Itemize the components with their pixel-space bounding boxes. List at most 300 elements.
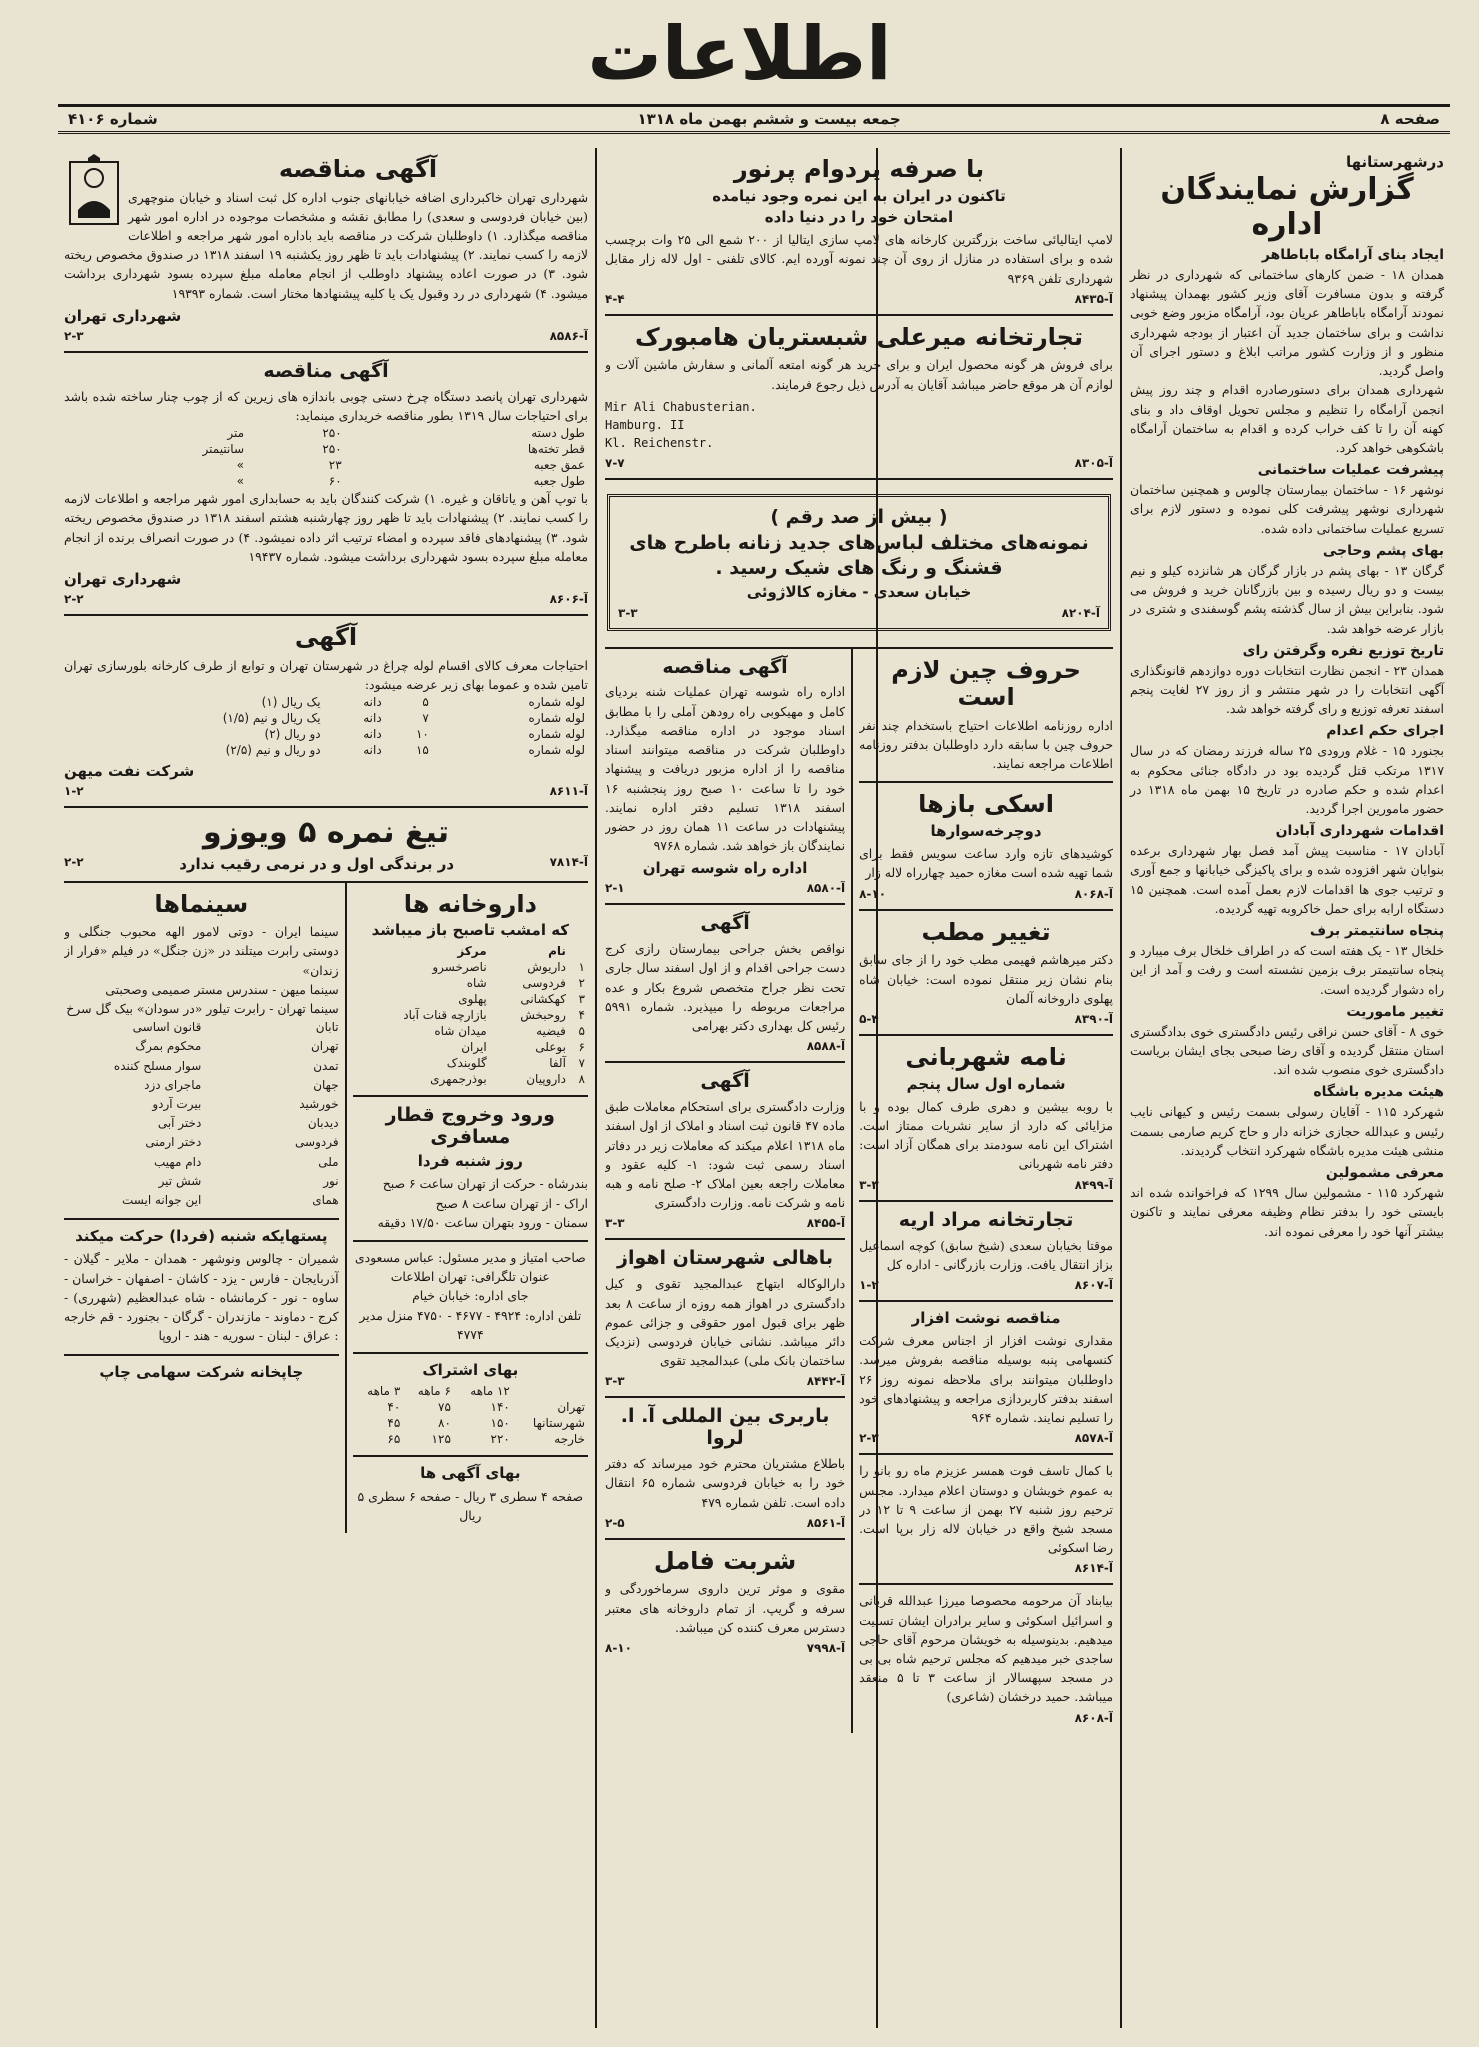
- ad-municipal-tender: [64, 148, 588, 353]
- ad-hospital: [605, 905, 845, 1063]
- ad-ref: [605, 1039, 845, 1053]
- ad-subtitle: تاکنون در ایران به این نمره وجود نیامده: [712, 186, 1006, 205]
- cell: ۴: [578, 1008, 585, 1023]
- ad-num: ۱-۲: [64, 784, 84, 799]
- table-row: [353, 1039, 588, 1055]
- ad-title: تیغ نمره ۵ ویوزو: [202, 815, 450, 851]
- ad-ref: [605, 1374, 845, 1388]
- cinema-name: همای: [312, 1192, 339, 1207]
- spec-value: ۲۵۰: [322, 442, 342, 457]
- cinema-name: تمدن: [313, 1058, 339, 1073]
- cell: دانه: [363, 727, 382, 742]
- cell: بوذرجمهری: [430, 1072, 487, 1087]
- masthead-title: اطلاعات: [587, 11, 892, 97]
- table-row: [353, 975, 588, 991]
- cell: خارجه: [554, 1432, 585, 1447]
- cell: روحبخش: [520, 1008, 566, 1023]
- printer-name: چاپخانه شرکت سهامی چاپ: [99, 1362, 304, 1381]
- spec-value: ۲۵۰: [322, 426, 342, 441]
- ad-ref: [605, 292, 1113, 306]
- ad-rates: [353, 1457, 588, 1533]
- ad-body: با کمال تاسف فوت همسر عزیزم ماه رو بانو را به عموم خویشان و دوستان اعلام میدارد. مجلس ترحیم روز شنبه ۲۷ بهمن از ساعت ۹ تا ۱۲ در مسجد شیخ واقع در خیابان لاله زار برپا است. رضا اسکوئی: [859, 1463, 1113, 1556]
- section-title: ورود وخروج قطار مسافری: [385, 1104, 555, 1149]
- cell: دو ریال و نیم (۲/۵): [225, 743, 321, 758]
- section-title: پستهایکه شنبه (فردا) حرکت میکند: [75, 1227, 328, 1246]
- ad-intro: احتیاجات معرف کالای اقسام لوله چراغ در شهرستان تهران و توابع از طرف کارخانه بلورسازی تهران تامین شده و عموما بهای زیر عرضه میشود:: [64, 657, 588, 692]
- ad-code: آ-۸۵۸۸: [806, 1039, 846, 1054]
- reports-title: گزارش نمایندگان اداره: [1160, 172, 1414, 242]
- cell: ۶: [578, 1040, 585, 1055]
- report-heading: پنجاه سانتیمتر برف: [1309, 923, 1444, 940]
- cell: داروپیان: [526, 1072, 566, 1087]
- ad-ref: [605, 1516, 845, 1530]
- spec-unit: »: [236, 458, 245, 473]
- cinema-name: تهران: [310, 1039, 339, 1054]
- ad-num: ۲-۳: [64, 328, 84, 343]
- ad-ref: [64, 592, 588, 606]
- film-title: ماجرای دزد: [144, 1077, 202, 1092]
- film-title: قانون اساسی: [132, 1020, 202, 1035]
- table-row: [64, 457, 588, 473]
- rates-text: صفحه ۴ سطری ۳ ریال - صفحه ۶ سطری ۵ ریال: [357, 1488, 584, 1523]
- cell: فردوسی: [522, 976, 566, 991]
- ad-title: حروف چین لازم است: [891, 655, 1081, 712]
- ad-condolence: [859, 1455, 1113, 1585]
- cell: شاه: [466, 976, 487, 991]
- section-label: درشهرستانها: [1346, 153, 1444, 171]
- ad-title: تجارتخانه مراد اریه: [898, 1208, 1074, 1231]
- report-text: همدان ۲۳ - انجمن نظارت انتخابات دوره دوازدهم قانونگذاری آگهی انتخابات را در شهر منتشر و از روز ۲۷ لغایت پنجم اسفند تعرفه توزیع و رای گرفته خواهد شد.: [1130, 662, 1445, 717]
- film-title: این جوانه ایست: [121, 1192, 202, 1207]
- ad-lamp: [605, 148, 1113, 316]
- report-heading: پیشرفت عملیات ساختمانی: [1257, 462, 1444, 479]
- cinema-name: جهان: [313, 1077, 339, 1092]
- address-line: Mir Ali Chabusterian.: [605, 399, 757, 414]
- ad-code: آ-۸۶۱۴: [1074, 1561, 1113, 1576]
- film-title: محکوم بمرگ: [135, 1039, 202, 1054]
- listings-right: [345, 883, 588, 1533]
- cell: ۴۵: [387, 1416, 401, 1431]
- price-table: [64, 694, 588, 758]
- ad-ref: [859, 1178, 1113, 1192]
- cell: ۱۵: [415, 743, 429, 758]
- table-row: [64, 441, 588, 457]
- ad-title: تغییر مطب: [921, 917, 1051, 946]
- ad-title: آگهی: [700, 1070, 750, 1093]
- cell: میدان شاه: [434, 1024, 487, 1039]
- cell: بازارچه قنات آباد: [403, 1008, 487, 1023]
- table-row: [353, 1399, 588, 1415]
- ad-trading-house: [605, 316, 1113, 480]
- report-text: شهرکرد ۱۱۵ - آقایان رسولی بسمت رئیس و کیهانی نایب رئیس و عبدالله حجازی خزانه دار و حاج کریم صارمی بسمت منشی هیئت مدیره باشگاه شهرکرد انتخاب گردیدند.: [1130, 1104, 1444, 1158]
- cell: ۷۵: [438, 1400, 451, 1415]
- cell: تهران: [557, 1400, 585, 1415]
- column-ads-center: [599, 148, 1119, 2028]
- ad-body: اداره روزنامه اطلاعات احتیاج باستخدام چند نفر حروف چین با سابقه دارد داوطلبان بدفتر روزنامه اطلاعات مراجعه نمایند.: [859, 717, 1113, 772]
- ad-handcart-tender: [64, 353, 588, 616]
- table-row: [353, 1023, 588, 1039]
- table-row: [353, 1055, 588, 1071]
- spec-unit: سانتیمتر: [202, 442, 245, 457]
- ad-num: ۷-۷: [605, 455, 625, 470]
- column-header: [513, 1383, 588, 1399]
- report-text: گرگان ۱۳ - بهای پشم در بازار گرگان هر شانزده کیلو و نیم بیست و دو ریال رسیده و بین بازرگانان خرید و فروش می شود. بنابراین بیش از سال گذشته پشم گوسفندی و شتری در بازار عرضه خواهد شد.: [1130, 562, 1445, 636]
- cinema-name: نور: [323, 1173, 339, 1188]
- ad-title: باهالی شهرستان اهواز: [617, 1247, 834, 1270]
- table-row: [64, 473, 588, 489]
- cell: ۳: [578, 992, 585, 1007]
- film-title: بیرت آردو: [152, 1097, 202, 1112]
- ad-code: آ-۸۰۶۸: [1074, 886, 1113, 901]
- ad-num: ۳-۳: [859, 1177, 879, 1192]
- ad-razor: [64, 808, 588, 883]
- column-regional-reports: [1124, 148, 1450, 2028]
- ad-num: ۸-۱۰: [859, 886, 887, 901]
- ad-num: ۲-۲: [64, 854, 84, 869]
- column-header: ۶ ماهه: [417, 1384, 451, 1399]
- section-title: داروخانه ها: [403, 889, 537, 918]
- report-text: خوی ۸ - آقای حسن نراقی رئیس دادگستری خوی بدادگستری استان منتقل گردیده و آقای رضا صبحی بجای ایشان بریاست دادگستری خوی منصوب شده اند.: [1130, 1023, 1444, 1078]
- issue-number: شماره ۴۱۰۶: [68, 110, 158, 128]
- ad-code: آ-۷۸۱۴: [549, 854, 588, 869]
- ad-frame: [607, 494, 1111, 631]
- cell: لوله شماره: [528, 711, 585, 726]
- cell: ۱: [578, 960, 585, 975]
- ad-code: آ-۷۹۹۸: [806, 1641, 846, 1655]
- address-line: Kl. Reichenstr.: [605, 435, 714, 450]
- cell: دانه: [363, 695, 382, 710]
- cell: بوعلی: [535, 1040, 566, 1055]
- cell: داریوش: [527, 960, 566, 975]
- report-heading: ایجاد بنای آرامگاه باباطاهر: [1261, 247, 1444, 263]
- ad-title: مناقصه نوشت افزار: [911, 1308, 1061, 1327]
- subscription-table: [353, 1383, 588, 1447]
- cell: فیضیه: [536, 1024, 566, 1039]
- spec-value: ۶۰: [328, 474, 342, 489]
- pharmacy-table: [353, 943, 588, 1087]
- ad-syrup: [605, 1540, 845, 1663]
- cell: ۱۵۰: [490, 1416, 510, 1431]
- ads-subcolumn-left: [605, 649, 845, 1733]
- cell: دو ریال (۲): [264, 727, 321, 742]
- ad-title: آگهی مناقصه: [662, 655, 788, 678]
- ad-body: وزارت دادگستری برای استحکام معاملات طبق ماده ۴۷ قانون ثبت اسناد و املاک از اول اسفند ماه ۱۳۱۸ اعلام میکند که معاملات زیر در دفاتر اسناد رسمی ثبت شود: ۱- کلیه عقود و معاملات راجعه بعین املاک ۲- صلح نامه و هبه نامه و شرکت نامه. وزارت دادگستری: [605, 1099, 846, 1211]
- ad-body: برای فروش هر گونه محصول ایران و برای خرید هر گونه امتعه آلمانی و سفارش ماشین آلات و لوازم آن هر موقع حاضر میباشد آقایان به آدرس ذیل رجوع فرمایند.: [605, 357, 1113, 392]
- ad-line: ( بیش از صد رقم ): [770, 505, 948, 528]
- ad-code: آ-۸۵۸۶: [549, 328, 588, 343]
- table-header: [353, 943, 588, 959]
- ad-ref: [859, 1431, 1113, 1445]
- pharmacies: [353, 883, 588, 1098]
- ad-body: مقوی و موثر ترین داروی سرماخوردگی و سرفه و گریپ. از تمام داروخانه های معتبر دسترس معرف کننده کن میباشد.: [605, 1581, 846, 1635]
- table-row: [64, 710, 588, 726]
- cell: لوله شماره: [528, 695, 585, 710]
- ad-police-journal: [859, 1036, 1113, 1202]
- column-header: ۳ ماهه: [367, 1384, 401, 1399]
- ad-body: با توپ آهن و یاتاقان و غیره. ۱) شرکت کنندگان باید به حسابداری امور شهر مراجعه و اطلاعات لازمه را کسب نمایند. ۲) پیشنهادات باید تا ظهر روز چهارشنبه هشتم اسفند ۱۳۱۸ در صندوق مخصوص ریخته شود. ۳) پیشنهادهای فاقد سپرده و امضاء ترتیب اثر داده نمیشود. ۴) در صورت انصراف برنده از انجام معامله مبلغ سپرده بسود شهرداری برداشت میشود. شماره ۱۹۴۳۷: [64, 491, 588, 564]
- ad-ref: [859, 1561, 1113, 1575]
- table-row: [353, 1431, 588, 1447]
- cell: شهرستانها: [532, 1416, 585, 1431]
- ad-skiers: [859, 783, 1113, 910]
- cinema-table: [64, 1018, 339, 1210]
- info-line: تلفن اداره: ۴۹۲۴ - ۴۶۷۷ - ۴۷۵۰ منزل مدیر ۴۷۷۴: [359, 1307, 582, 1342]
- ad-num: ۳-۳: [605, 1216, 625, 1231]
- ad-morad-trading: [859, 1202, 1113, 1302]
- column-rule: [1120, 148, 1122, 2028]
- ad-typesetter: [859, 649, 1113, 784]
- film-title: دختر آبی: [157, 1116, 202, 1131]
- ad-body: دکتر میرهاشم فهیمی مطب خود را از جای سابق بنام نشان زیر منتقل نموده است: خیابان شاه پهلوی داروخانه آلمان: [859, 952, 1113, 1006]
- page-number: صفحه ۸: [1380, 110, 1440, 128]
- cell: ۱۴۰: [490, 1400, 510, 1415]
- ad-thanks: [859, 1585, 1113, 1732]
- ad-body: بیابناد آن مرحومه محصوصا میرزا عبدالله قربانی و اسرائیل اسکوئی و سایر برادران ایشان تسلیت میدهیم. بدینوسیله به خویشان مرحوم آقای حاجی ساجدی خبر میدهیم که مجلس ترحیم شاه بی بی در مسجد سپهسالار از ساعت ۳ تا ۵ منعقد میباشد. حمید درخشان (شاعری): [859, 1593, 1113, 1705]
- column-header: مرکز: [457, 944, 487, 959]
- ad-body: باطلاع مشتریان محترم خود میرساند که دفتر خود را به خیابان فردوسی شماره ۶۵ انتقال داده است. تلفن شماره ۴۷۹: [605, 1456, 846, 1510]
- ad-ref: [605, 1641, 845, 1655]
- cinema-line: سینما میهن - سندرس مستر صمیمی وصحبتی: [105, 981, 339, 997]
- table-row: [353, 1071, 588, 1087]
- report-heading: تاریخ توزیع نفره وگرفتن رای: [1242, 642, 1444, 659]
- ad-num: ۳-۳: [618, 605, 638, 620]
- cell: ۸۰: [438, 1416, 451, 1431]
- ad-title: با صرفه پردوام پرنور: [733, 155, 985, 183]
- lion-and-sun-emblem-icon: [64, 154, 124, 230]
- spec-label: قطر تخته‌ها: [527, 442, 585, 457]
- cinema-name: ملی: [318, 1154, 339, 1169]
- ad-ref: [64, 855, 588, 873]
- cell: کهکشانی: [520, 992, 566, 1007]
- cell: ۱۰: [415, 727, 429, 742]
- ad-title: آگهی: [294, 623, 358, 652]
- ad-code: آ-۸۲۰۴: [1061, 605, 1100, 620]
- ad-ref: [605, 1216, 845, 1230]
- ad-ref: [64, 784, 588, 798]
- cinema-line: سینما ایران - دوتی لامور الهه محبوب جنگلی و دوستی رابرت میتلند در «زن جنگل» در فیلم «فرار از زندان»: [64, 924, 339, 978]
- cinema-name: دیدبان: [307, 1116, 339, 1131]
- ad-subtitle: شماره اول سال پنجم: [906, 1074, 1066, 1093]
- section-title: بهای آگهی ها: [420, 1464, 521, 1483]
- ad-ref: [605, 881, 845, 895]
- ad-code: آ-۸۶۱۱: [549, 784, 588, 799]
- subscription-rates: [353, 1354, 588, 1457]
- ad-ahvaz: [605, 1240, 845, 1398]
- section-subtitle: که امشب تاصبح باز میباشد: [371, 921, 570, 940]
- ad-line: خیابان سعدی - مغازه کالاژوئی: [746, 583, 972, 602]
- ad-body: شهرداری تهران خاکبرداری اضافه خیابانهای جنوب اداره کل ثبت اسناد و خیابان منوچهری (بین خیابان فردوسی و سعدی) را مطابق نقشه و مشخصات موجوده در اداره امور شهر مناقصه میگذارد. ۱) داوطلبان شرکت در مناقصه باید باداره امور شهر مراجعه و اطلاعات لازمه را کسب نمایند. ۲) پیشنهادات باید تا ظهر روز یکشنبه ۱۹ اسفند ۱۳۱۸ در صندوق مخصوص ریخته شود. ۳) در صورت اعاده پیشنهاد داوطلب از انجام معامله مبلغ سپرده بسود شهرداری برداشت میشود. ۴) شهرداری در رد وقبول یک یا کلیه پیشنهادها مختار است. شماره ۱۹۳۹۳: [64, 189, 588, 301]
- ad-code: آ-۸۶۰۸: [1074, 1710, 1113, 1725]
- section-subtitle: روز شنبه فردا: [417, 1152, 523, 1171]
- ad-shipping: [605, 1398, 845, 1539]
- report-text: شهرداری همدان برای دستورصادره اقدام و چند روز پیش انجمن آرامگاه را تنظیم و مجلس تحویل اوقاف داد و بنای کهنه آن را تا کف خراب کرده و اقدام به ساختمان آرامگاه باشکوهی خواهد کرد.: [1130, 382, 1444, 455]
- spec-label: طول دسته: [531, 426, 585, 441]
- ad-code: آ-۸۴۵۵: [806, 1216, 846, 1231]
- cell: ۲: [578, 976, 585, 991]
- listings-left: [64, 883, 339, 1533]
- ad-signature: اداره راه شوسه تهران: [642, 859, 808, 878]
- ad-ref: [64, 329, 588, 343]
- section-title: سینماها: [154, 889, 249, 918]
- ad-num: ۲-۱: [605, 881, 625, 896]
- cell: ایران: [461, 1040, 487, 1055]
- column-header: ۱۲ ماهه: [470, 1384, 510, 1399]
- report-text: خلخال ۱۳ - یک هفته است که در اطراف خلخال برف میبارد و پنجاه سانتیمتر برف بزمین نشسته است و رفت و آمد از این راه دشوار گردیده است.: [1130, 943, 1444, 997]
- ad-title: آگهی مناقصه: [263, 359, 389, 382]
- ad-ref: [859, 887, 1113, 901]
- ad-code: آ-۸۴۳۵: [1074, 291, 1113, 306]
- ad-title: تجارتخانه میرعلی شبستریان هامبورک: [635, 322, 1083, 351]
- ad-ref: [859, 1711, 1113, 1725]
- ad-subtitle: دوچرخه‌سوارها: [930, 822, 1042, 840]
- ad-code: آ-۸۵۶۱: [806, 1515, 846, 1530]
- ad-dresses: [605, 480, 1113, 649]
- section-title: بهای اشتراک: [422, 1361, 519, 1380]
- cell: ۶۵: [387, 1432, 401, 1447]
- post-departures: [64, 1220, 339, 1355]
- ad-ref: [859, 1278, 1113, 1292]
- ad-num: ۴-۴: [605, 291, 625, 306]
- publisher-info: [353, 1242, 588, 1354]
- ad-signature: شرکت نفت میهن: [64, 762, 195, 781]
- column-rule: [595, 148, 597, 2028]
- info-line: صاحب امتیاز و مدیر مسئول: عباس مسعودی: [354, 1250, 586, 1266]
- report-heading: اجرای حکم اعدام: [1326, 723, 1444, 740]
- cell: ۴۰: [387, 1400, 401, 1415]
- cinema-name: فردوسی: [295, 1135, 339, 1150]
- printer-line: [64, 1356, 339, 1393]
- ad-code: آ-۸۴۹۹: [1074, 1177, 1113, 1192]
- cell: ۵: [422, 695, 429, 710]
- ad-ref: [605, 456, 1113, 470]
- film-title: دام مهیب: [154, 1154, 202, 1169]
- table-row: [64, 726, 588, 742]
- ad-line: قشنگ و رنگ های شیک رسید .: [715, 557, 1003, 580]
- cell: دانه: [363, 743, 382, 758]
- cell: ۷: [422, 711, 429, 726]
- spec-unit: »: [236, 474, 245, 489]
- report-text: بجنورد ۱۵ - غلام ورودی ۲۵ ساله فرزند رمضان که در سال ۱۳۱۷ مرتکب قتل گردیده بود در دادگاه جنائی محکوم به اعدام شده و حکم صادره در تاریخ ۱۵ بهمن ماه ۱۳۱۸ در حضور مامورین اجرا گردید.: [1130, 743, 1444, 817]
- report-heading: معرفی مشمولین: [1325, 1165, 1444, 1182]
- ad-body: در برندگی اول و در نرمی رقیب ندارد: [179, 854, 455, 873]
- report-heading: هیئت مدیره باشگاه: [1313, 1084, 1444, 1101]
- table-row: [353, 1007, 588, 1023]
- spec-value: ۲۳: [328, 458, 342, 473]
- cell: ۵: [578, 1024, 585, 1039]
- report-heading: تغییر ماموریت: [1346, 1003, 1444, 1020]
- ad-code: آ-۸۳۹۰: [1074, 1011, 1113, 1026]
- ad-code: آ-۸۵۸۰: [806, 881, 846, 896]
- film-title: سوار مسلح کننده: [113, 1058, 202, 1073]
- cell: لوله شماره: [528, 727, 585, 742]
- cinema-line: سینما تهران - رابرت تیلور «در سودان» بیک گل سرخ: [66, 1001, 339, 1017]
- spec-label: عمق جعبه: [533, 458, 585, 473]
- ad-intro: شهرداری تهران پانصد دستگاه چرخ دستی چوبی باندازه های زیرین که از چوب چنار ساخته شده باشد برای احتیاجات سال ۱۳۱۹ بطور مناقصه خریداری مینماید:: [64, 388, 588, 423]
- ad-justice-ministry: [605, 1063, 845, 1240]
- cell: یک ریال (۱): [261, 695, 321, 710]
- cell: ۱۲۵: [431, 1432, 451, 1447]
- table-row: [353, 991, 588, 1007]
- ad-signature: شهرداری تهران: [64, 570, 182, 589]
- schedule-line: سمنان - ورود بتهران ساعت ۱۷/۵۰ دقیقه: [377, 1214, 588, 1230]
- ad-stationery-tender: [859, 1302, 1113, 1455]
- spec-table: [64, 425, 588, 489]
- ad-body: با روبه بیشین و دهری طرف کمال بوده و با مزایائی که دارد از سایر نشریات ممتاز است. اشتراک این نامه سودمند برای همگان آزاد است: دفتر نامه شهربانی: [859, 1098, 1113, 1172]
- ad-signature: شهرداری تهران: [64, 306, 182, 325]
- cell: یک ریال و نیم (۱/۵): [222, 711, 321, 726]
- ad-road-tender: [605, 649, 845, 906]
- cinema-name: تابان: [315, 1020, 339, 1035]
- ad-num: ۲-۲: [64, 592, 84, 607]
- report-heading: اقدامات شهرداری آبادان: [1275, 823, 1444, 840]
- film-title: شش تیر: [158, 1173, 202, 1188]
- table-row: [64, 742, 588, 758]
- cell: پهلوی: [458, 992, 487, 1007]
- ad-body: مقداری نوشت افزار از اجناس معرف شرکت کنسهامی پنبه بوسیله مناقصه بفروش میرسد. داوطلبان میتوانند برای ملاحظه نمونه روز ۲۶ اسفند بدفتر کاربردازی مراجعه و پیشنهادهای خود را تسلیم نمایند. شماره ۹۶۴: [859, 1333, 1113, 1426]
- ad-title: نامه شهربانی: [905, 1042, 1067, 1071]
- table-header: [353, 1383, 588, 1399]
- cell: ۲۲۰: [490, 1432, 510, 1447]
- ad-line: نمونه‌های مختلف لباس‌های جدید زنانه باطرح های: [629, 531, 1089, 554]
- table-row: [353, 1415, 588, 1431]
- ad-lamp-glass: [64, 616, 588, 808]
- ad-subtitle: امتحان خود را در دنیا داده: [764, 207, 954, 226]
- ad-num: ۲-۵: [605, 1515, 625, 1530]
- ad-num: ۸-۱۰: [605, 1641, 632, 1655]
- dateline: [58, 104, 1450, 134]
- ad-title: آگهی مناقصه: [278, 155, 438, 183]
- ad-body: اداره راه شوسه تهران عملیات شنه بردیای کامل و مهیکوبی راه رودهن آملی را با مطابق اسناد موجود در اداره مناقصه میگذارد. داوطلبان شرکت در مناقصه میتوانند اسناد مناقصه را از اداره مزبور دریافت و پیشنهاد خود را تا ساعت ۱۰ صبح روز پنجشنبه ۱۶ اسفند ۱۳۱۸ تسلیم دفتر اداره نمایند. پیشنهادات در ساعت ۱۱ همان روز در حضور نمایندگان باز خواهد شد. شماره ۹۷۶۸: [605, 684, 846, 854]
- column-header: نام: [548, 944, 566, 959]
- cell: گلوبندک: [446, 1056, 487, 1071]
- spec-unit: متر: [227, 426, 245, 441]
- ad-body: نواقص بخش جراحی بیمارستان رازی کرج دست جراحی اقدام و از اول اسفند سال جاری تحت نظر جراح متخصص شروع بکار و عده مراجعات مربوطه را میپذیرد. شماره ۵۹۹۱ رئیس کل بهداری دکتر بهرامی: [605, 941, 846, 1034]
- film-title: دختر ارمنی: [145, 1135, 202, 1150]
- ads-split: [605, 649, 1113, 1733]
- ad-num: ۲-۳: [859, 1431, 879, 1446]
- ad-latin-address: [605, 398, 1113, 452]
- spec-label: طول جعبه: [533, 474, 585, 489]
- cell: لوله شماره: [528, 743, 585, 758]
- ad-num: ۱-۲: [859, 1277, 879, 1292]
- ad-code: آ-۸۴۴۲: [806, 1374, 846, 1389]
- ad-body: موقتا بخیابان سعدی (شیخ سابق) کوچه اسماعیل بزاز انتقال یافت. وزارت بازرگانی - اداره کل: [859, 1237, 1113, 1272]
- ad-num: ۵-۴: [859, 1011, 879, 1026]
- ad-title: باربری بین المللی آ. ا. لروا: [620, 1405, 830, 1450]
- ads-subcolumn-right: [851, 649, 1113, 1733]
- ad-ref: [859, 1012, 1113, 1026]
- info-line: جای اداره: خیابان خیام: [412, 1288, 529, 1304]
- ad-clinic-move: [859, 911, 1113, 1036]
- ad-body: کوشیدهای تازه وارد ساعت سویس فقط برای شما تهیه شده است مغازه حمید چهارراه لاله زار: [859, 846, 1113, 881]
- report-text: شهرکرد ۱۱۵ - مشمولین سال ۱۲۹۹ که فراخوانده شده اند بایستی خود را بدفتر نظام وظیفه معرفی نمایند و تاکنون بیشتر آنها خود را معرفی نموده اند.: [1130, 1185, 1444, 1239]
- report-heading: بهای پشم وحاجی: [1322, 542, 1444, 559]
- ad-code: آ-۸۵۷۸: [1074, 1431, 1113, 1446]
- ad-code: آ-۸۶۰۶: [549, 592, 588, 607]
- cinemas: [64, 883, 339, 1221]
- ad-num: ۳-۳: [605, 1374, 625, 1389]
- cell: ناصرخسرو: [432, 960, 487, 975]
- ad-title: اسکی بازها: [918, 790, 1055, 819]
- report-text: آبادان ۱۷ - مناسبت پیش آمد فصل بهار شهرداری برعده بنوایان شهر افزوده شده و برای پاکیزگی خیابانها و جمع آوری و ترتیب جوی ها اقدامات لازم بعمل آمده است. همچنین ۱۵ دستگاه ارابه برای حمل خاکروبه تهیه گردیده.: [1130, 843, 1444, 916]
- ad-code: آ-۸۶۰۷: [1074, 1277, 1113, 1292]
- table-row: [64, 694, 588, 710]
- info-line: عنوان تلگرافی: تهران اطلاعات: [390, 1269, 550, 1285]
- table-row: [353, 959, 588, 975]
- cinema-name: خورشید: [299, 1097, 339, 1112]
- report-text: نوشهر ۱۶ - ساختمان بیمارستان چالوس و همچنین ساختمان شهرداری نوشهر پیشرفت کلی نموده و دستور لازم برای تسریع عملیات ساختمانی داده شده.: [1130, 482, 1444, 536]
- schedule-line: اراک - از تهران ساعت ۸ صبح: [435, 1195, 588, 1211]
